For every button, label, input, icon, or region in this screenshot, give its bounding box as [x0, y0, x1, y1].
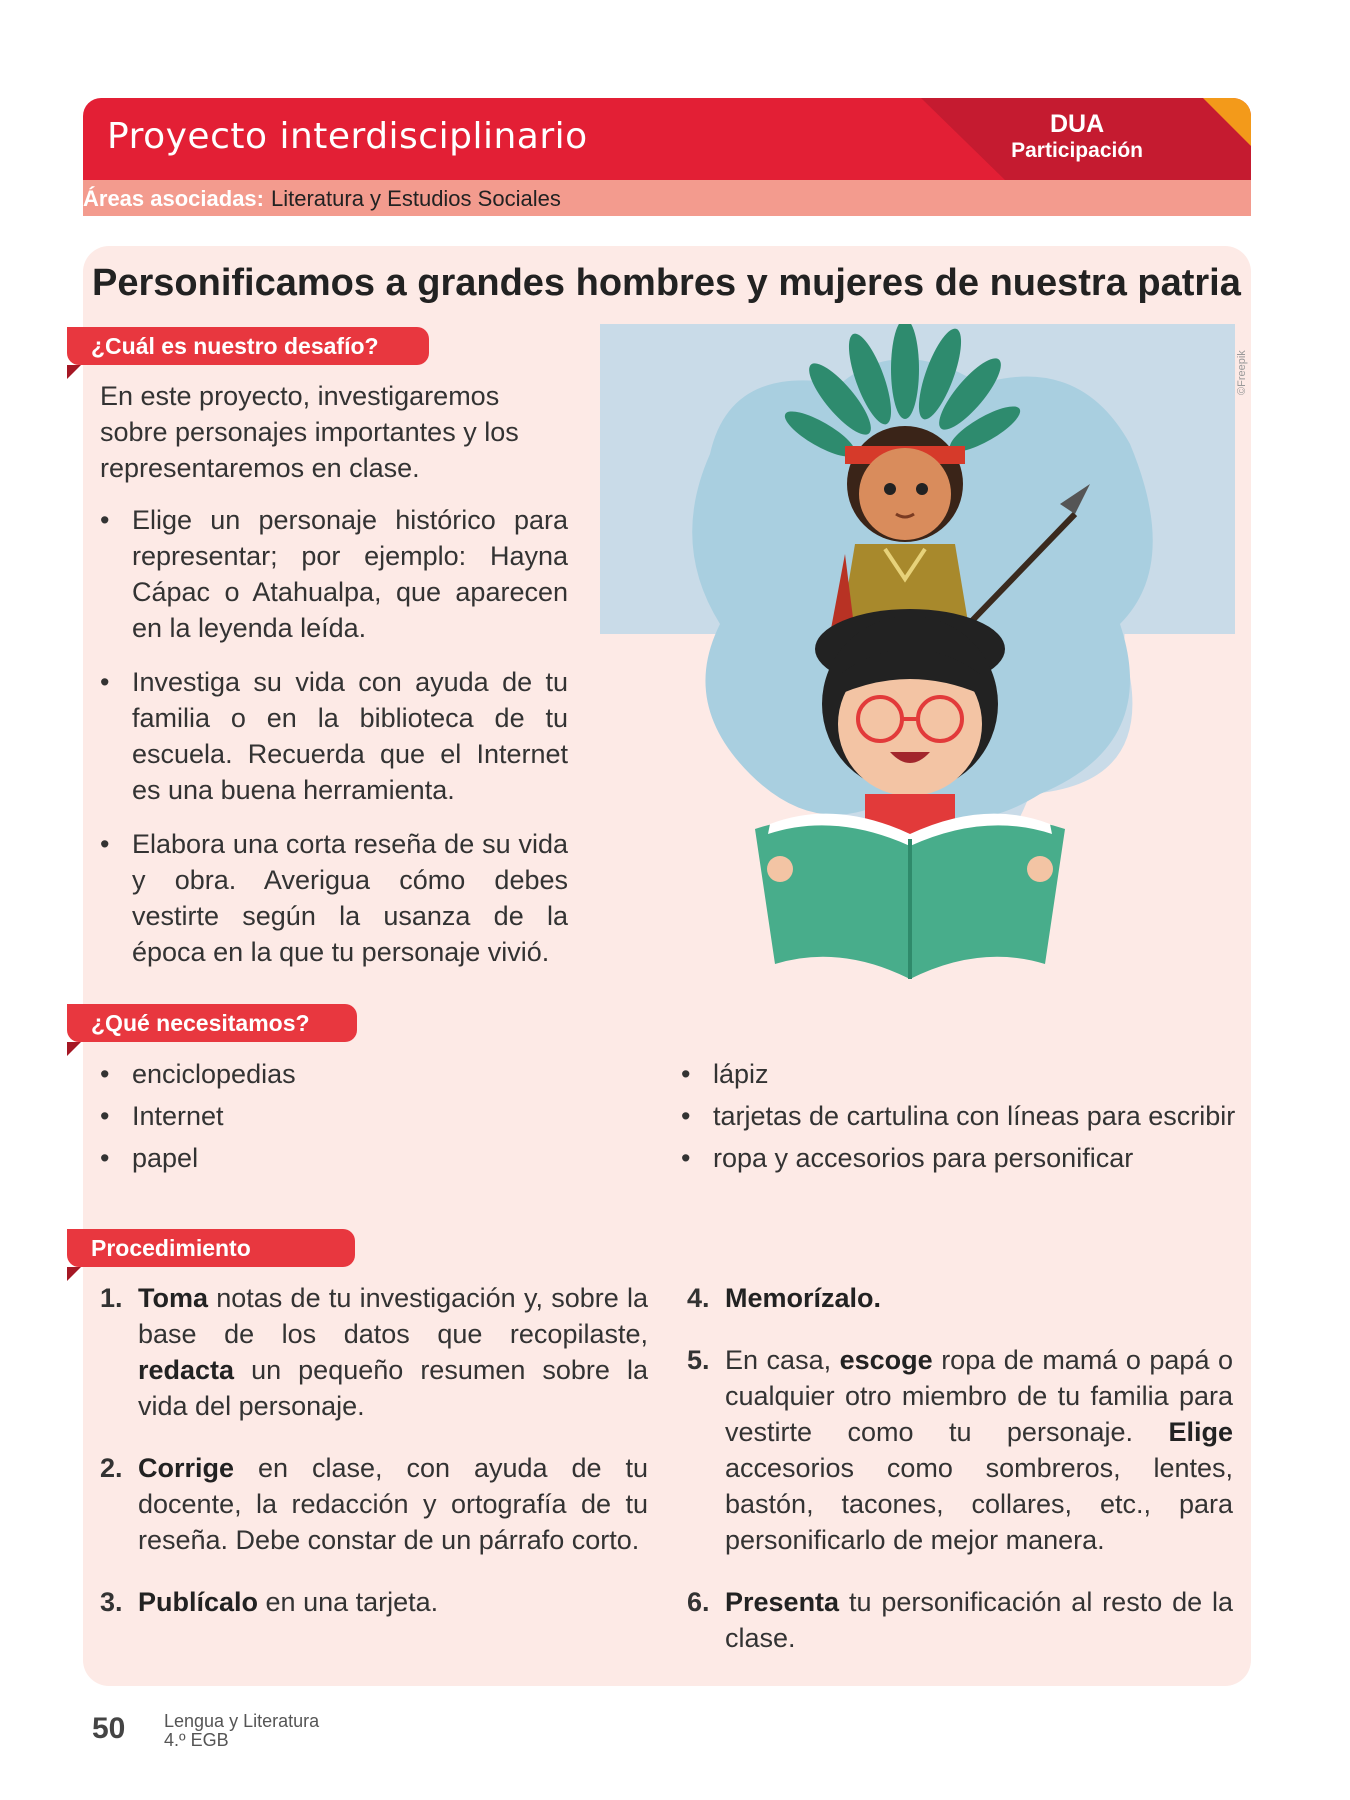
page-title: Personificamos a grandes hombres y mujeres de nuestra patria	[92, 262, 1241, 304]
desafio-intro: En este proyecto, investigaremos sobre personajes importantes y los representaremos en clase.	[100, 381, 519, 483]
subject-label: Lengua y Literatura	[164, 1711, 320, 1731]
list-item: • lápiz	[681, 1053, 1241, 1095]
illustration-child-reading	[600, 324, 1235, 1004]
project-title: Proyecto interdisciplinario	[107, 116, 588, 157]
dua-label: DUA	[1049, 110, 1105, 138]
dua-sub: Participación	[1011, 139, 1143, 162]
image-credit: ©Freepik	[1236, 350, 1248, 395]
list-item: • tarjetas de cartulina con líneas para escribir	[681, 1095, 1241, 1137]
procedure-step: 2. Corrige en clase, con ayuda de tu docente, la redacción y ortografía de tu reseña. Debe constar de un párrafo corto.	[100, 1453, 648, 1555]
dua-badge	[1011, 110, 1143, 163]
materials-list-right	[681, 1053, 1241, 1179]
procedure-step: 4. Memorízalo.	[687, 1283, 882, 1313]
list-item: • enciclopedias	[100, 1053, 600, 1095]
list-item: • papel	[100, 1137, 600, 1179]
warrior-face	[859, 448, 951, 540]
page-number: 50	[92, 1712, 126, 1745]
areas-value: Literatura y Estudios Sociales	[271, 186, 561, 211]
areas-bar	[83, 180, 1251, 216]
areas-label: Áreas asociadas:	[83, 186, 264, 211]
footer-subject	[164, 1712, 319, 1750]
grade-label: 4.º EGB	[164, 1730, 229, 1750]
procedure-step: 1. Toma notas de tu investigación y, sobre la base de los datos que recopilaste, redacta un pequeño resumen sobre la vida del personaje.	[100, 1283, 648, 1421]
list-item: • Internet	[100, 1095, 600, 1137]
section-tag-procedimiento: Procedimiento	[67, 1229, 355, 1267]
steps-left	[100, 1280, 648, 1646]
project-header	[83, 98, 1251, 180]
list-item: • Elige un personaje histórico para representar; por ejemplo: Hayna Cápac o Atahualpa, que aparecen en la leyenda leída.	[100, 502, 568, 646]
list-item: • ropa y accesorios para personificar	[681, 1137, 1241, 1179]
list-item: • Elabora una corta reseña de su vida y obra. Averigua cómo debes vestirte según la usanza de la época en la que tu personaje vivió.	[100, 826, 568, 970]
procedure-step: 6. Presenta tu personificación al resto de la clase.	[687, 1587, 1233, 1653]
materials-list-left	[100, 1053, 600, 1179]
desafio-list	[100, 502, 568, 988]
steps-right	[687, 1280, 1233, 1682]
section-tag-desafio: ¿Cuál es nuestro desafío?	[67, 327, 429, 365]
procedure-step: 5. En casa, escoge ropa de mamá o papá o cualquier otro miembro de tu familia para vestirte como tu personaje. Elige accesorios como sombreros, lentes, bastón, tacones, collares, etc., para personificarlo de mejor manera.	[687, 1345, 1233, 1555]
procedure-step: 3. Publícalo en una tarjeta.	[100, 1587, 439, 1617]
list-item: • Investiga su vida con ayuda de tu familia o en la biblioteca de tu escuela. Recuerda que el Internet es una buena herramienta.	[100, 664, 568, 808]
section-tag-necesitamos: ¿Qué necesitamos?	[67, 1004, 357, 1042]
